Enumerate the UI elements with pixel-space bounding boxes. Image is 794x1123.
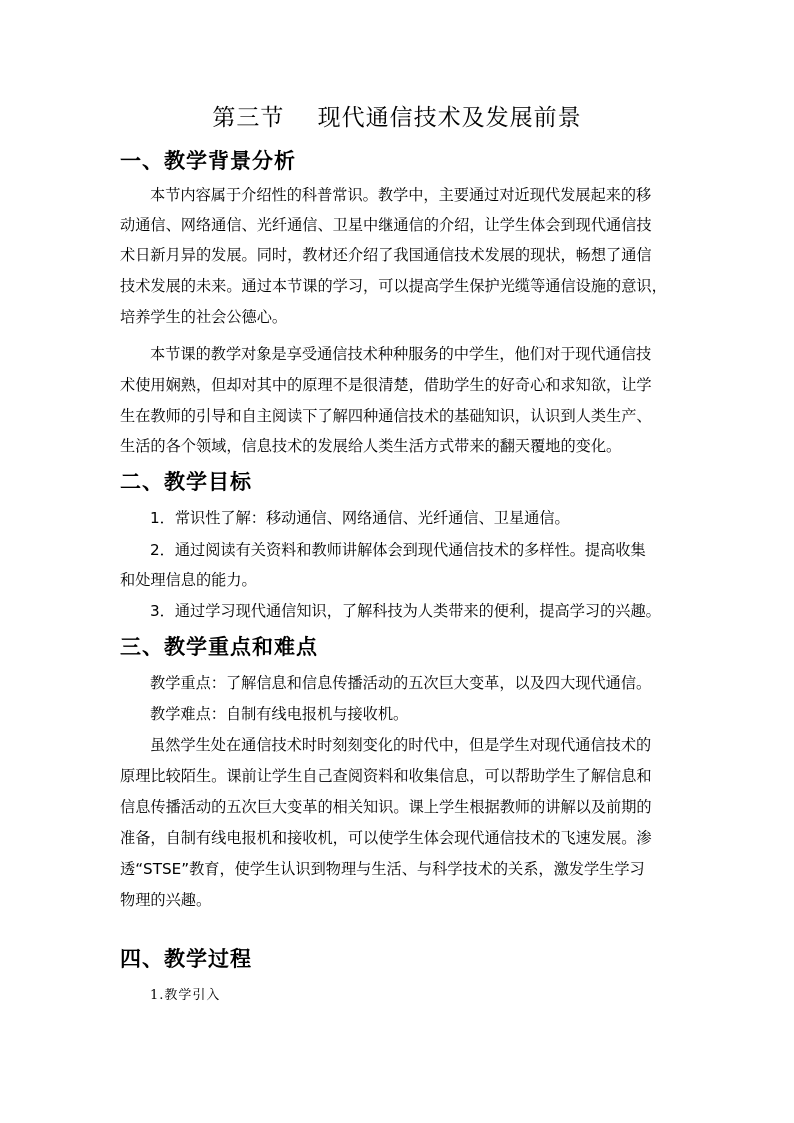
subsection-label: 1.教学引入 (150, 988, 221, 1003)
section-heading-key-points: 三、教学重点和难点 (120, 635, 318, 659)
paragraph-line: 透“STSE”教育，使学生认识到物理与生活、与科学技术的关系，激发学生学习 (120, 860, 645, 878)
page-title: 第三节 现代通信技术及发展前景 (212, 105, 582, 131)
paragraph-line: 准备，自制有线电报机和接收机，可以使学生体会现代通信技术的飞速发展。渗 (120, 829, 652, 847)
paragraph-line: 动通信、网络通信、光纤通信、卫星中继通信的介绍，让学生体会到现代通信技 (120, 216, 652, 234)
list-item: 1．常识性了解：移动通信、网络通信、光纤通信、卫星通信。 (150, 509, 570, 527)
section-heading-process: 四、教学过程 (120, 947, 252, 971)
paragraph-line: 信息传播活动的五次巨大变革的相关知识。课上学生根据教师的讲解以及前期的 (120, 798, 652, 816)
paragraph-line: 术使用娴熟，但却对其中的原理不是很清楚，借助学生的好奇心和求知欲，让学 (120, 376, 652, 394)
paragraph-line: 生在教师的引导和自主阅读下了解四种通信技术的基础知识，认识到人类生产、 (120, 407, 652, 425)
paragraph-line: 技术发展的未来。通过本节课的学习，可以提高学生保护光缆等通信设施的意识， (120, 277, 667, 295)
paragraph-line: 本节课的教学对象是享受通信技术种种服务的中学生，他们对于现代通信技 (150, 345, 652, 363)
paragraph-line: 教学重点：了解信息和信息传播活动的五次巨大变革，以及四大现代通信。 (150, 674, 652, 692)
paragraph-line: 教学难点：自制有线电报机与接收机。 (150, 705, 409, 723)
paragraph-line: 物理的兴趣。 (120, 891, 212, 909)
section-heading-background: 一、教学背景分析 (120, 149, 296, 173)
paragraph-line: 术日新月异的发展。同时，教材还介绍了我国通信技术发展的现状，畅想了通信 (120, 246, 652, 264)
list-item: 3．通过学习现代通信知识，了解科技为人类带来的便利，提高学习的兴趣。 (150, 602, 661, 620)
list-item: 2．通过阅读有关资料和教师讲解体会到现代通信技术的多样性。提高收集 (150, 541, 646, 559)
paragraph-line: 原理比较陌生。课前让学生自己查阅资料和收集信息，可以帮助学生了解信息和 (120, 767, 652, 785)
paragraph-line: 本节内容属于介绍性的科普常识。教学中，主要通过对近现代发展起来的移 (150, 186, 652, 204)
section-heading-objectives: 二、教学目标 (120, 470, 252, 494)
paragraph-line: 培养学生的社会公德心。 (120, 308, 288, 326)
paragraph-line: 虽然学生处在通信技术时时刻刻变化的时代中，但是学生对现代通信技术的 (150, 736, 652, 754)
paragraph-line: 和处理信息的能力。 (120, 571, 257, 589)
paragraph-line: 生活的各个领域，信息技术的发展给人类生活方式带来的翻天覆地的变化。 (120, 437, 622, 455)
